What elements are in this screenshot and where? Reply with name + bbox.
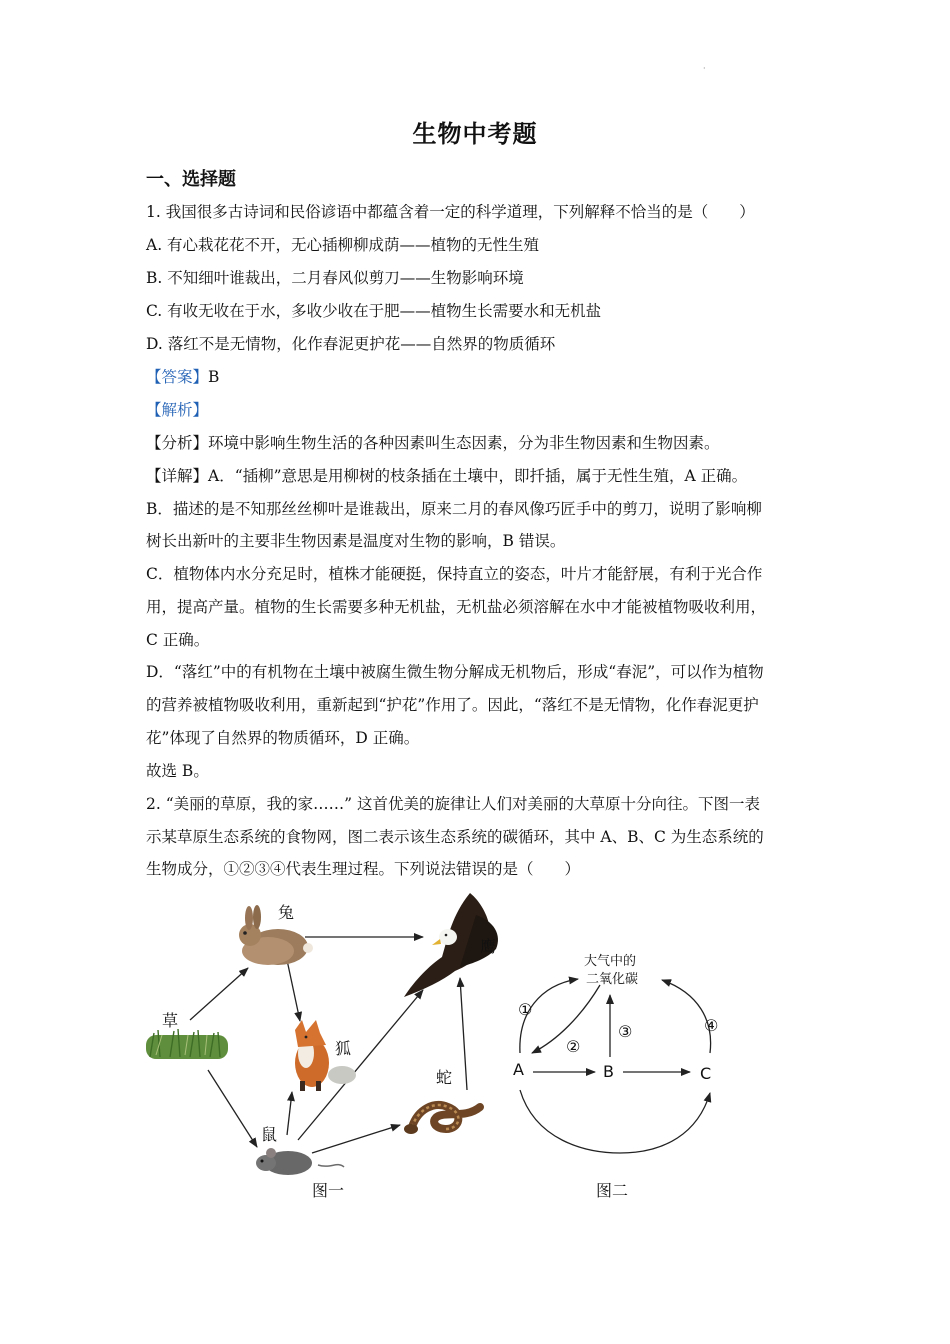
q2-stem-line: 示某草原生态系统的食物网，图二表示该生态系统的碳循环，其中 A、B、C 为生态系统的 bbox=[146, 828, 764, 846]
q1-option-a[interactable]: A. 有心栽花花不开，无心插柳柳成荫——植物的无性生殖 bbox=[146, 236, 540, 254]
mouse-label: 鼠 bbox=[261, 1125, 278, 1144]
figure2-caption: 图二 bbox=[596, 1181, 629, 1200]
node-a: A bbox=[513, 1060, 524, 1079]
q1-detail-line: C 正确。 bbox=[146, 631, 210, 649]
process-2: ② bbox=[566, 1037, 581, 1056]
q1-option-b[interactable]: B. 不知细叶谁裁出，二月春风似剪刀——生物影响环境 bbox=[146, 269, 524, 287]
q1-fenxi bbox=[146, 432, 720, 454]
arrow-rabbit-fox bbox=[287, 960, 300, 1021]
q1-conclusion: 故选 B。 bbox=[146, 762, 209, 780]
process-3: ③ bbox=[618, 1022, 633, 1041]
fenxi-text: 环境中影响生物生活的各种因素叫生态因素，分为非生物因素和生物因素。 bbox=[208, 434, 720, 452]
arrow-mouse-fox bbox=[287, 1092, 292, 1135]
q1-detail-line: 花”体现了自然界的物质循环，D 正确。 bbox=[146, 729, 420, 747]
answer-tag: 【答案】 bbox=[146, 368, 209, 386]
process-1: ① bbox=[518, 1000, 533, 1019]
q1-option-d[interactable]: D. 落红不是无情物，化作春泥更护花——自然界的物质循环 bbox=[146, 335, 556, 353]
rabbit-label: 兔 bbox=[278, 903, 295, 922]
arrow-a-c bbox=[520, 1090, 710, 1153]
q1-stem: 1. 我国很多古诗词和民俗谚语中都蕴含着一定的科学道理，下列解释不恰当的是（ ） bbox=[146, 203, 755, 221]
q1-detail-line: 用，提高产量。植物的生长需要多种无机盐，无机盐必须溶解在水中才能被植物吸收利用， bbox=[146, 598, 767, 616]
arrow-mouse-snake bbox=[312, 1125, 400, 1153]
q1-analysis-tag bbox=[146, 399, 208, 421]
process-4: ④ bbox=[704, 1016, 719, 1035]
arrow-grass-mouse bbox=[208, 1070, 257, 1147]
food-web bbox=[146, 893, 498, 1200]
node-c: C bbox=[700, 1064, 712, 1083]
rabbit-icon bbox=[239, 905, 313, 965]
node-b: B bbox=[603, 1062, 614, 1081]
section-heading: 一、选择题 bbox=[146, 169, 236, 190]
eagle-label: 鹰 bbox=[480, 937, 497, 956]
mouse-icon bbox=[256, 1148, 344, 1175]
grass-label: 草 bbox=[162, 1011, 179, 1030]
fox-label: 狐 bbox=[335, 1039, 352, 1058]
fenxi-tag: 【分析】 bbox=[146, 434, 209, 452]
co2-label-line1: 大气中的 bbox=[584, 954, 637, 969]
snake-icon bbox=[404, 1105, 480, 1134]
carbon-cycle bbox=[513, 953, 718, 1200]
q1-detail-line: 树长出新叶的主要非生物因素是温度对生物的影响，B 错误。 bbox=[146, 532, 566, 550]
detail-tag: 【详解】 bbox=[146, 467, 209, 485]
question-figure bbox=[130, 885, 750, 1219]
arrow-grass-rabbit bbox=[190, 968, 248, 1020]
q1-detail-line: B．描述的是不知那丝丝柳叶是谁裁出，原来二月的春风像巧匠手中的剪刀，说明了影响柳 bbox=[146, 500, 762, 518]
detail-text: A．“插柳”意思是用柳树的枝条插在土壤中，即扦插，属于无性生殖，A 正确。 bbox=[208, 467, 748, 485]
snake-label: 蛇 bbox=[436, 1068, 453, 1087]
q1-detail-line: 的营养被植物吸收利用，重新起到“护花”作用了。因此，“落红不是无情物，化作春泥更护 bbox=[146, 696, 759, 714]
q2-stem-line: 生物成分，①②③④代表生理过程。下列说法错误的是（ ） bbox=[146, 860, 581, 878]
figure-svg bbox=[130, 885, 750, 1215]
q1-detail-a bbox=[146, 465, 747, 487]
page-mark: · bbox=[703, 64, 706, 73]
co2-label-line2: 二氧化碳 bbox=[586, 972, 639, 987]
q1-option-c[interactable]: C. 有收无收在于水，多收少收在于肥——植物生长需要水和无机盐 bbox=[146, 302, 602, 320]
q1-detail-line: D．“落红”中的有机物在土壤中被腐生微生物分解成无机物后，形成“春泥”，可以作为植物 bbox=[146, 663, 764, 681]
arrow-snake-eagle bbox=[460, 978, 467, 1090]
q1-detail-line: C．植物体内水分充足时，植株才能硬挺，保持直立的姿态，叶片才能舒展，有利于光合作 bbox=[146, 565, 763, 583]
page-title: 生物中考题 bbox=[412, 120, 538, 148]
q1-answer bbox=[146, 366, 219, 388]
answer-value: B bbox=[208, 368, 220, 386]
analysis-tag: 【解析】 bbox=[146, 401, 209, 419]
q2-stem-line: 2. “美丽的草原，我的家……” 这首优美的旋律让人们对美丽的大草原十分向往。下图一表 bbox=[146, 795, 760, 813]
figure1-caption: 图一 bbox=[312, 1181, 345, 1200]
grass-icon bbox=[146, 1029, 228, 1059]
